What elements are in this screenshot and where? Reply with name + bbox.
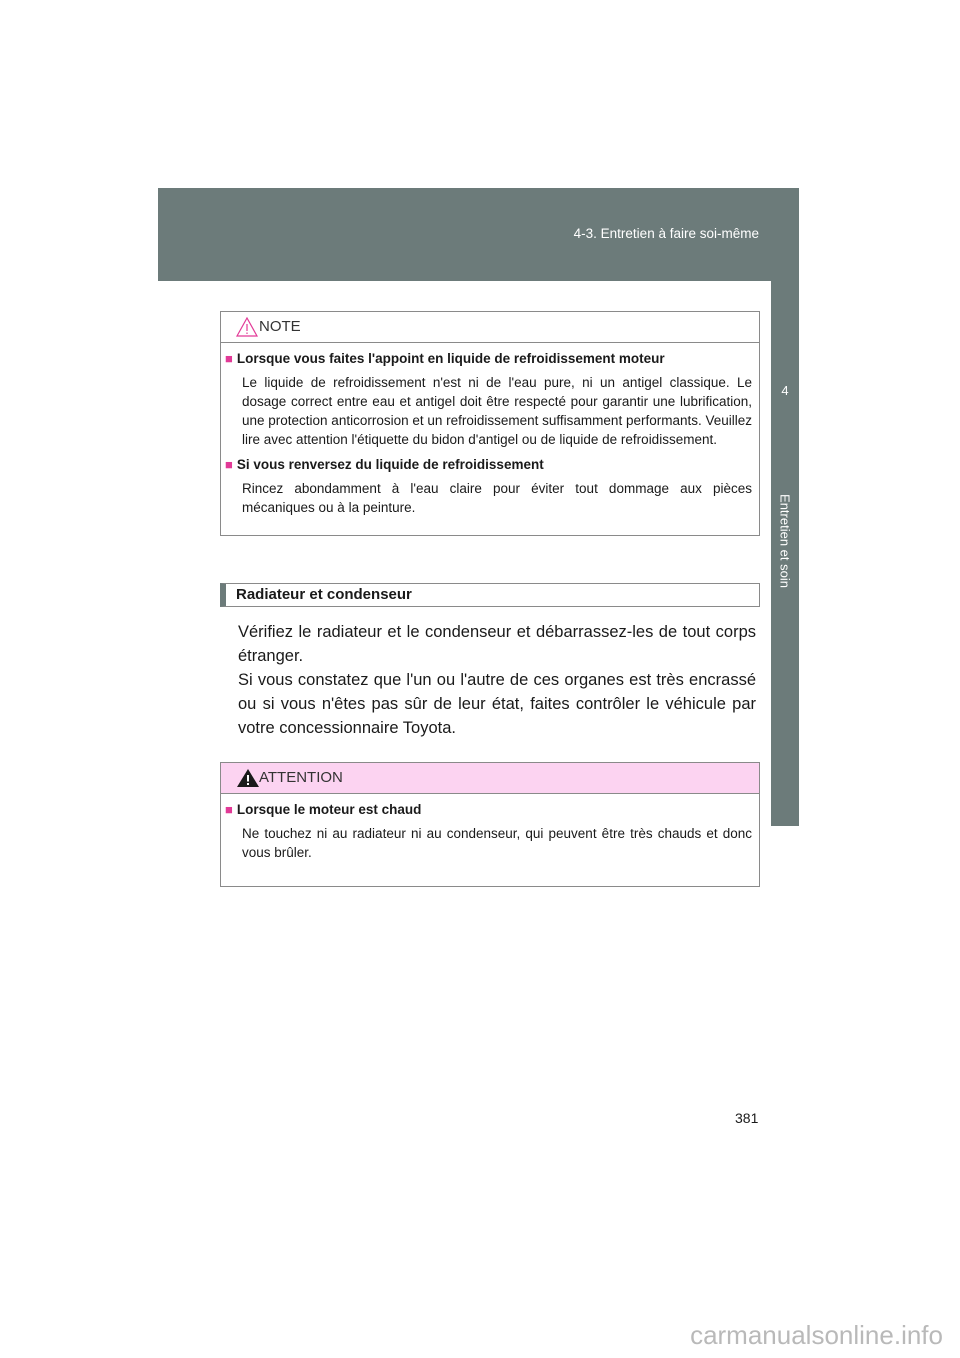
section-title: 4-3. Entretien à faire soi-même <box>573 226 759 241</box>
section-body <box>238 620 756 740</box>
note-item-heading <box>225 457 752 473</box>
warning-triangle-icon <box>236 768 260 788</box>
note-header <box>221 312 759 343</box>
note-heading-text: Lorsque vous faites l'appoint en liquide de refroidissement moteur <box>236 351 665 366</box>
square-bullet-icon: ■ <box>225 457 233 472</box>
header-band <box>158 188 799 281</box>
note-body <box>221 343 759 535</box>
note-item-text: Le liquide de refroidissement n'est ni de l'eau pure, ni un antigel classique. Le dosage correct entre eau et antigel doit être respecté pour garantir une lubrification, une protection anticorrosion et un refroidissement suffisamment performants. Veuillez lire avec attention l'étiquette du bidon d'antigel ou de liquide de refroidissement. <box>242 375 753 447</box>
warning-body <box>221 794 759 886</box>
caution-outline-icon <box>236 317 258 337</box>
page-number: 381 <box>735 1110 759 1126</box>
warning-label: ATTENTION <box>259 769 343 786</box>
section-heading: Radiateur et condenseur <box>236 586 412 603</box>
section-heading-bar <box>220 583 760 607</box>
chapter-label: Entretien et soin <box>777 494 793 588</box>
warning-item-text: Ne touchez ni au radiateur ni au condenseur, qui peuvent être très chauds et donc vous brûler. <box>242 826 752 860</box>
note-label: NOTE <box>259 318 301 335</box>
warning-box <box>220 762 760 887</box>
warning-heading-text: Lorsque le moteur est chaud <box>236 802 422 817</box>
warning-header <box>221 763 759 794</box>
note-item-heading <box>225 351 752 367</box>
warning-item-heading <box>225 802 752 818</box>
chapter-number: 4 <box>781 383 789 398</box>
square-bullet-icon: ■ <box>225 802 233 817</box>
body-paragraph: Si vous constatez que l'un ou l'autre de ces organes est très encrassé ou si vous n'êtes pas sûr de leur état, faites contrôler le véhicule par votre concessionnaire Toyota. <box>238 671 756 737</box>
body-paragraph: Vérifiez le radiateur et le condenseur et débarrassez-les de tout corps étranger. <box>238 623 756 665</box>
note-box <box>220 311 760 536</box>
note-item-text: Rincez abondamment à l'eau claire pour éviter tout dommage aux pièces mécaniques ou à la peinture. <box>242 481 752 515</box>
square-bullet-icon: ■ <box>225 351 233 366</box>
side-tab <box>771 281 799 1358</box>
note-heading-text: Si vous renversez du liquide de refroidissement <box>236 457 544 472</box>
watermark: carmanualsonline.info <box>690 1320 943 1350</box>
